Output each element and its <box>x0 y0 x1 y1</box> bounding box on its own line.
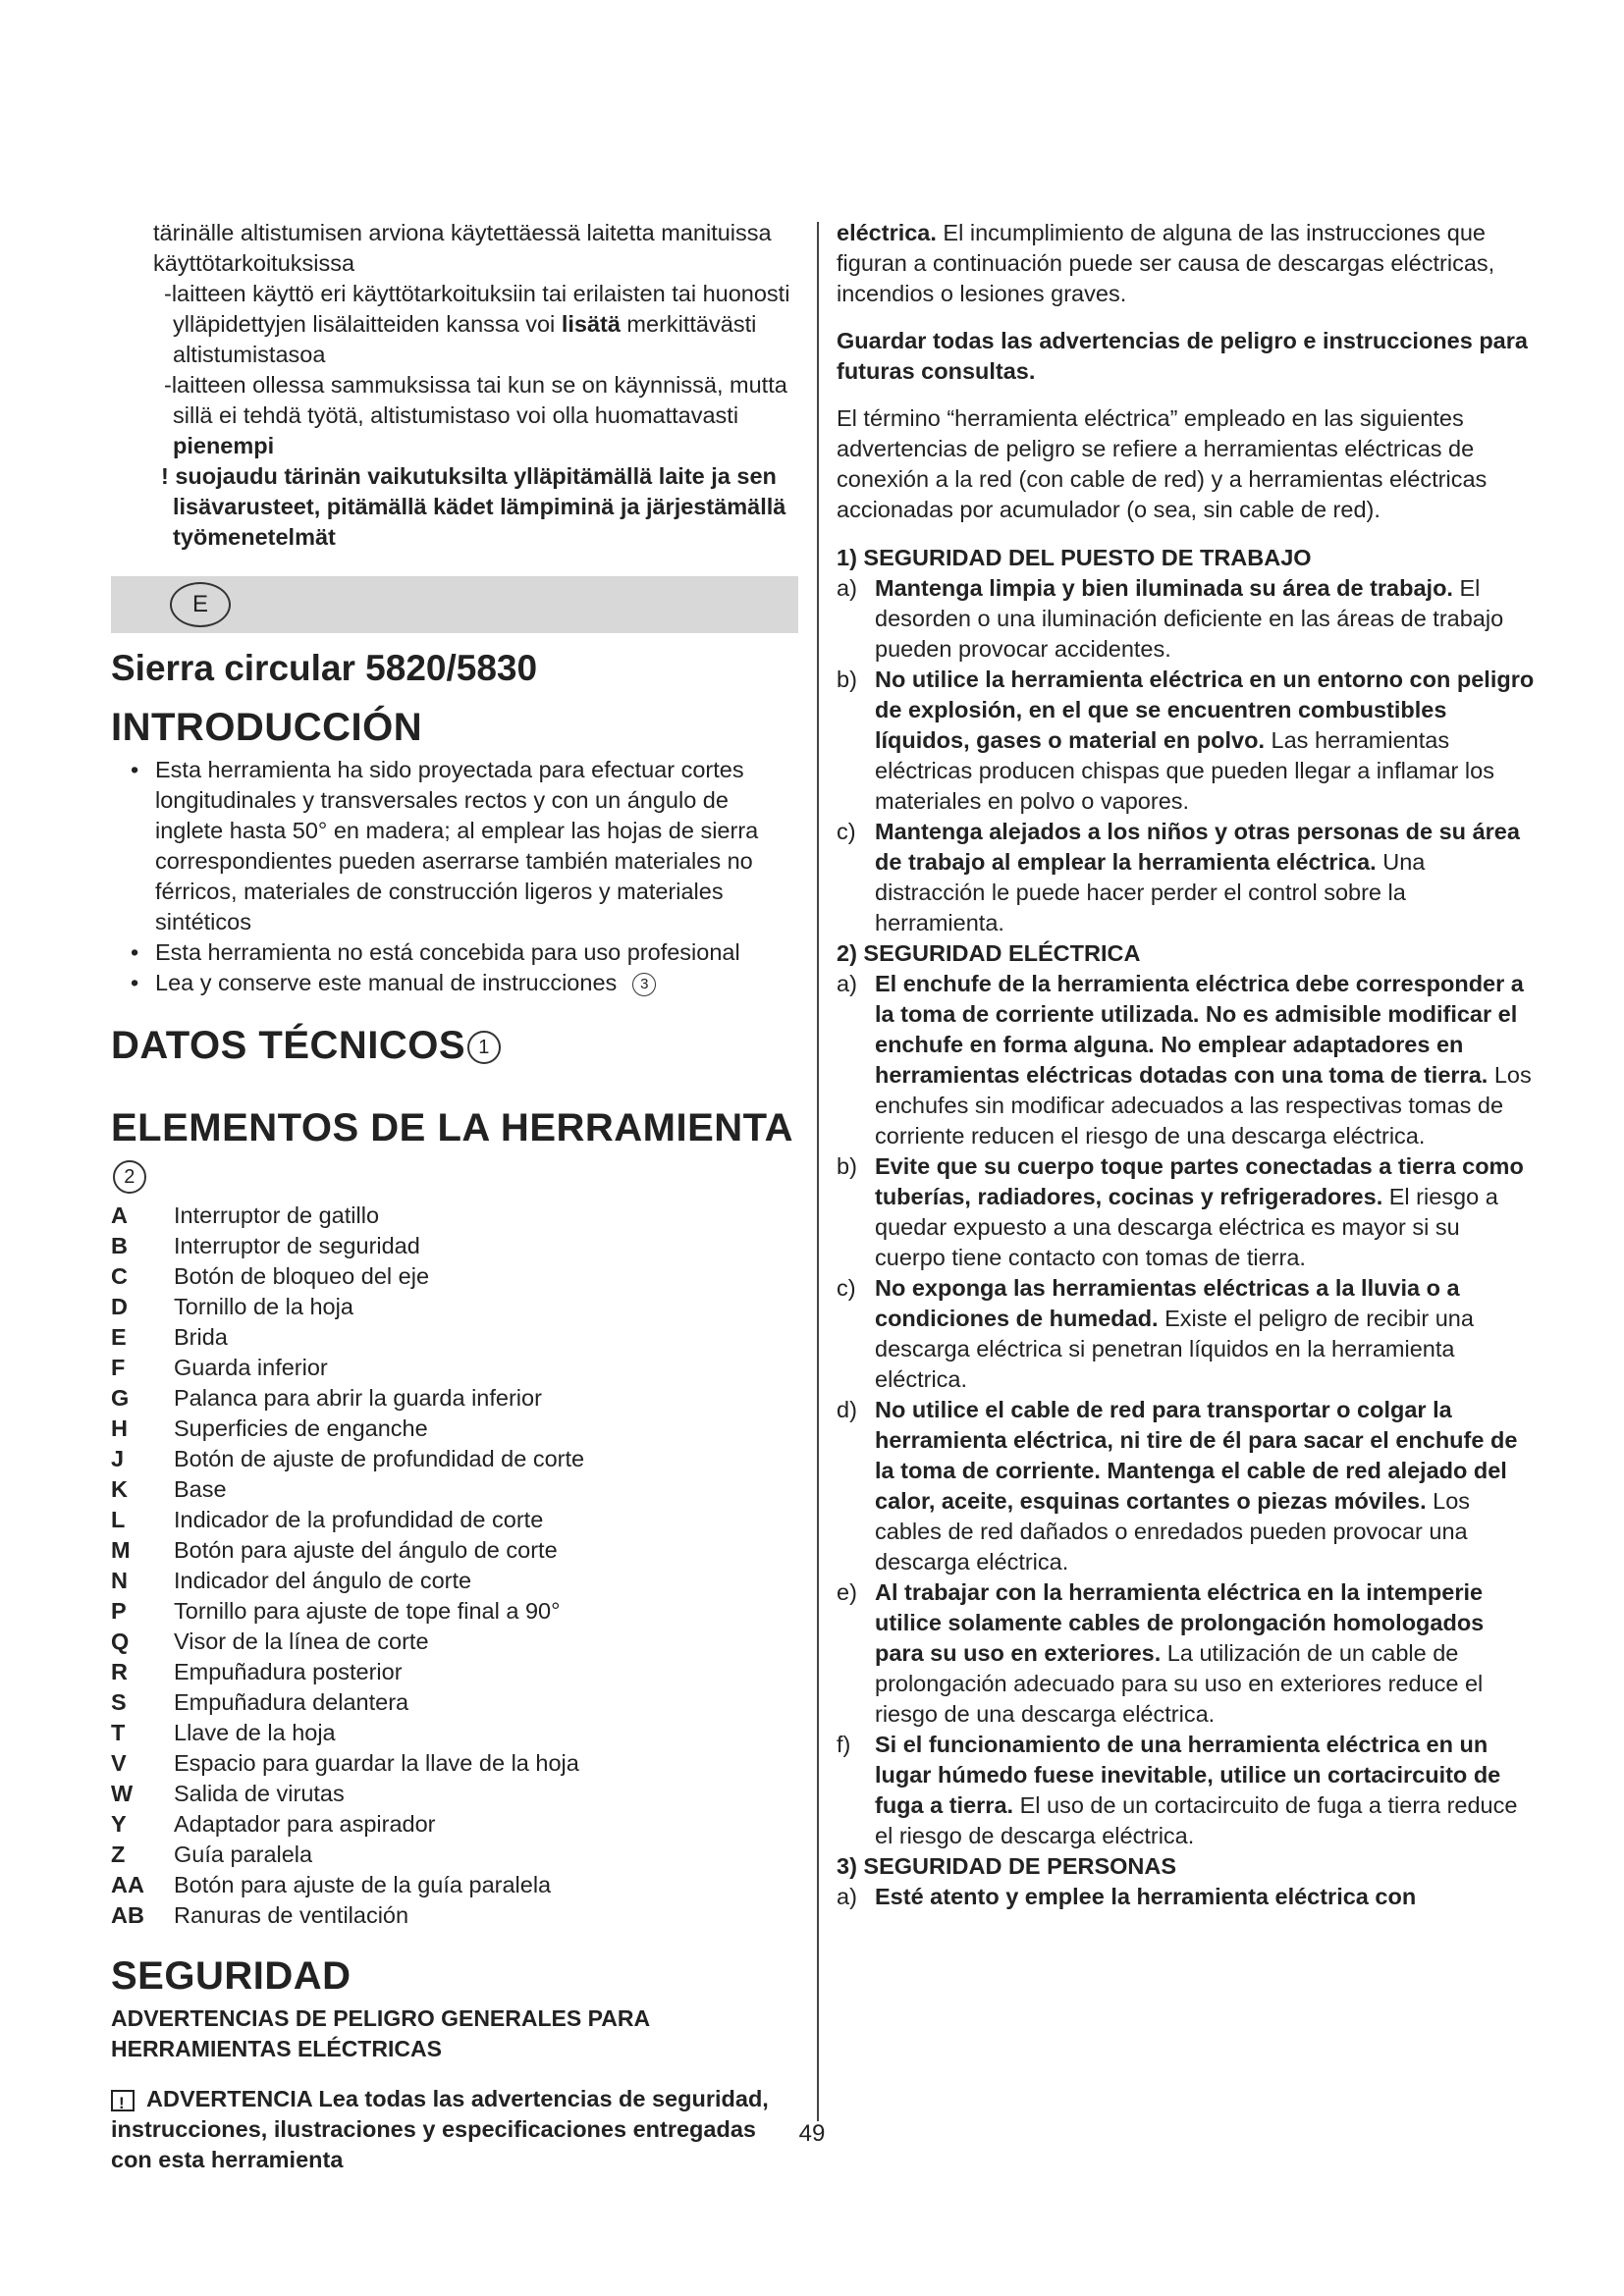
item-bold: No utilice la herramienta eléctrica en un entorno con peligro de explosión, en el que se encuentren combustibles líquidos, gases o material en polvo. <box>875 667 1535 753</box>
component-row <box>111 1535 798 1566</box>
component-label: Guía paralela <box>174 1842 313 1867</box>
right-column <box>837 218 1536 1912</box>
safety-item <box>837 573 1536 665</box>
component-row <box>111 1383 798 1414</box>
fi-item-after: merkittävästi altistumistasoa <box>173 311 757 367</box>
component-letter: V <box>111 1750 127 1776</box>
item-label: a) <box>837 971 857 996</box>
component-letter: S <box>111 1689 127 1715</box>
page-number: 49 <box>798 2120 826 2147</box>
item-text: Los cables de red dañados o enredados pueden provocar una descarga eléctrica. <box>875 1488 1471 1575</box>
component-label: Base <box>174 1476 227 1502</box>
safety-item <box>837 1273 1536 1395</box>
item-label: a) <box>837 1884 857 1909</box>
item-label: b) <box>837 1153 857 1179</box>
elements-heading <box>111 1104 798 1199</box>
product-title: Sierra circular 5820/5830 <box>111 648 538 688</box>
safety-item <box>837 1730 1536 1851</box>
component-label: Salida de virutas <box>174 1781 345 1806</box>
continuation-bold: eléctrica. <box>837 220 937 245</box>
fi-item-bold: pienempi <box>173 433 275 458</box>
component-row <box>111 1870 798 1900</box>
safety-item <box>837 665 1536 817</box>
item-text: El riesgo a quedar expuesto a una descarga eléctrica es mayor si su cuerpo tiene contacto con tomas de tierra. <box>875 1184 1498 1270</box>
fi-item-bold: lisätä <box>561 311 621 337</box>
fi-items <box>111 279 798 461</box>
item-bold: No exponga las herramientas eléctricas a la lluvia o a condiciones de humedad. <box>875 1275 1460 1331</box>
section-heading: 3) SEGURIDAD DE PERSONAS <box>837 1853 1177 1879</box>
component-letter: C <box>111 1263 128 1289</box>
item-text: Los enchufes sin modificar adecuados a las respectivas tomas de corriente reducen el riesgo de una descarga eléctrica. <box>875 1062 1532 1148</box>
item-bold: Mantenga alejados a los niños y otras personas de su área de trabajo al emplear la herramienta eléctrica. <box>875 819 1520 875</box>
safety-item <box>837 1395 1536 1577</box>
item-label: a) <box>837 575 857 601</box>
component-row <box>111 1809 798 1840</box>
continuation-paragraph <box>837 218 1536 309</box>
tech-heading-text: DATOS TÉCNICOS <box>111 1024 466 1067</box>
intro-bullet <box>111 968 798 998</box>
component-letter: K <box>111 1476 128 1502</box>
item-bold: Al trabajar con la herramienta eléctrica en la intemperie utilice solamente cables de prolongación homologados para su uso en exteriores. <box>875 1579 1485 1666</box>
component-letter: M <box>111 1537 131 1563</box>
safety-item <box>837 969 1536 1151</box>
component-label: Guarda inferior <box>174 1355 328 1380</box>
component-label: Superficies de enganche <box>174 1415 428 1441</box>
component-label: Botón de ajuste de profundidad de corte <box>174 1446 585 1471</box>
intro-bullet <box>111 755 798 937</box>
item-label: c) <box>837 819 856 844</box>
component-letter: P <box>111 1598 127 1624</box>
fi-warning: ! suojaudu tärinän vaikutuksilta ylläpitämällä laite ja sen lisävarusteet, pitämällä kädet lämpiminä ja järjestämällä työmenetelmät <box>161 463 786 550</box>
component-letter: F <box>111 1355 126 1380</box>
component-row <box>111 1292 798 1322</box>
item-text: Existe el peligro de recibir una descarga eléctrica si penetran líquidos en la herramienta eléctrica. <box>875 1306 1474 1392</box>
component-label: Botón para ajuste de la guía paralela <box>174 1872 552 1897</box>
component-letter: E <box>111 1324 127 1350</box>
component-letter: Z <box>111 1842 126 1867</box>
component-label: Espacio para guardar la llave de la hoja <box>174 1750 579 1776</box>
component-label: Tornillo de la hoja <box>174 1294 353 1319</box>
item-label: c) <box>837 1275 856 1301</box>
item-text: Las herramientas eléctricas producen chispas que pueden llegar a inflamar los materiales en polvo o vapores. <box>875 727 1494 814</box>
component-label: Llave de la hoja <box>174 1720 336 1745</box>
component-label: Ranuras de ventilación <box>174 1902 409 1928</box>
component-letter: AB <box>111 1902 144 1928</box>
language-code-badge: E <box>170 582 231 627</box>
component-row <box>111 1231 798 1261</box>
component-letter: Y <box>111 1811 127 1837</box>
intro-ref-number: 3 <box>632 973 656 996</box>
item-bold: Esté atento y emplee la herramienta eléctrica con <box>875 1884 1417 1909</box>
intro-bullet-text: Lea y conserve este manual de instrucciones <box>155 970 618 995</box>
safety-item <box>837 1577 1536 1730</box>
component-row <box>111 1627 798 1657</box>
warning-icon <box>111 2090 135 2111</box>
fi-item-text: -laitteen käyttö eri käyttötarkoituksiin tai erilaisten tai huonosti ylläpidettyjen lisälaitteiden kanssa voi <box>164 281 790 337</box>
elements-ref-number: 2 <box>113 1160 146 1194</box>
component-row <box>111 1201 798 1231</box>
item-bold: Evite que su cuerpo toque partes conectadas a tierra como tuberías, radiadores, cocinas y refrigeradores. <box>875 1153 1524 1209</box>
bullet-dot: • <box>131 939 139 965</box>
fi-item-text: -laitteen ollessa sammuksissa tai kun se on käynnissä, mutta sillä ei tehdä työtä, altistumistaso voi olla huomattavasti <box>164 372 787 428</box>
component-label: Visor de la línea de corte <box>174 1629 429 1654</box>
warning-text: ADVERTENCIA Lea todas las advertencias de seguridad, instrucciones, ilustraciones y especificaciones entregadas con esta herramienta <box>111 2086 769 2172</box>
intro-bullet-text: Esta herramienta ha sido proyectada para efectuar cortes longitudinales y transversales rectos y con un ángulo de inglete hasta 50° en madera; al emplear las hojas de sierra correspondientes pueden aserrarse también materiales no férricos, materiales de construcción ligeros y materiales sintéticos <box>155 757 759 934</box>
item-bold: El enchufe de la herramienta eléctrica debe corresponder a la toma de corriente utilizada. No es admisible modificar el enchufe en forma alguna. No emplear adaptadores en herramientas eléctricas dotadas con una toma de tierra. <box>875 971 1524 1088</box>
safety-item <box>837 817 1536 938</box>
component-row <box>111 1353 798 1383</box>
intro-heading: INTRODUCCIÓN <box>111 706 423 749</box>
component-label: Botón de bloqueo del eje <box>174 1263 430 1289</box>
component-row <box>111 1505 798 1535</box>
component-row <box>111 1687 798 1718</box>
component-letter: B <box>111 1233 128 1258</box>
component-letter: L <box>111 1507 126 1532</box>
item-label: d) <box>837 1397 857 1422</box>
item-text: La utilización de un cable de prolongación adecuado para su uso en exteriores reduce el riesgo de una descarga eléctrica. <box>875 1640 1484 1727</box>
fi-item <box>111 370 798 461</box>
item-text: El uso de un cortacircuito de fuga a tierra reduce el riesgo de descarga eléctrica. <box>875 1792 1518 1848</box>
component-label: Interruptor de gatillo <box>174 1202 380 1228</box>
item-label: f) <box>837 1732 851 1757</box>
component-letter: R <box>111 1659 128 1684</box>
component-row <box>111 1718 798 1748</box>
component-row <box>111 1444 798 1474</box>
bullet-dot: • <box>131 970 139 995</box>
section-heading: 1) SEGURIDAD DEL PUESTO DE TRABAJO <box>837 545 1312 570</box>
component-row <box>111 1566 798 1596</box>
component-label: Empuñadura delantera <box>174 1689 409 1715</box>
safety-item <box>837 1151 1536 1273</box>
intro-bullets <box>111 755 798 998</box>
intro-bullet <box>111 937 798 968</box>
component-label: Indicador de la profundidad de corte <box>174 1507 544 1532</box>
component-letter: Q <box>111 1629 130 1654</box>
component-letter: D <box>111 1294 128 1319</box>
component-letter: AA <box>111 1872 144 1897</box>
component-letter: A <box>111 1202 128 1228</box>
item-label: e) <box>837 1579 857 1605</box>
item-bold: Mantenga limpia y bien iluminada su área de trabajo. <box>875 575 1453 601</box>
item-label: b) <box>837 667 857 692</box>
tech-heading <box>111 1022 798 1069</box>
fi-item <box>111 279 798 370</box>
component-row <box>111 1322 798 1353</box>
component-row <box>111 1840 798 1870</box>
component-row <box>111 1596 798 1627</box>
component-letter: T <box>111 1720 126 1745</box>
component-row <box>111 1474 798 1505</box>
intro-bullet-text: Esta herramienta no está concebida para uso profesional <box>155 939 740 965</box>
safety-sections <box>837 543 1536 1912</box>
component-row <box>111 1748 798 1779</box>
component-letter: W <box>111 1781 134 1806</box>
section-heading: 2) SEGURIDAD ELÉCTRICA <box>837 940 1141 966</box>
component-label: Interruptor de seguridad <box>174 1233 420 1258</box>
item-bold: Si el funcionamiento de una herramienta eléctrica en un lugar húmedo fuese inevitable, utilice un cortacircuito de fuga a tierra. <box>875 1732 1501 1818</box>
item-text: El desorden o una iluminación deficiente en las áreas de trabajo pueden provocar accidentes. <box>875 575 1504 662</box>
component-row <box>111 1657 798 1687</box>
safety-item <box>837 1882 1536 1912</box>
component-label: Tornillo para ajuste de tope final a 90° <box>174 1598 561 1624</box>
components-list <box>111 1201 798 1931</box>
term-paragraph: El término “herramienta eléctrica” empleado en las siguientes advertencias de peligro se refiere a herramientas eléctricas de conexión a la red (con cable de red) y a herramientas eléctricas accionadas por acumulador (o sea, sin cable de red). <box>837 405 1488 522</box>
keep-instructions: Guardar todas las advertencias de peligro e instrucciones para futuras consultas. <box>837 328 1528 384</box>
component-letter: J <box>111 1446 125 1471</box>
item-bold: No utilice el cable de red para transportar o colgar la herramienta eléctrica, ni tire de él para sacar el enchufe de la toma de corriente. Mantenga el cable de red alejado del calor, aceite, esquinas cortantes o piezas móviles. <box>875 1397 1518 1514</box>
left-column <box>111 218 798 2175</box>
component-letter: N <box>111 1568 128 1593</box>
continuation-text: El incumplimiento de alguna de las instrucciones que figuran a continuación puede ser causa de descargas eléctricas, incendios o lesiones graves. <box>837 220 1495 306</box>
tech-ref-number: 1 <box>467 1031 501 1064</box>
component-label: Adaptador para aspirador <box>174 1811 436 1837</box>
fi-intro: tärinälle altistumisen arviona käytettäessä laitetta manituissa käyttötarkoituksissa <box>153 220 772 276</box>
safety-subheading: ADVERTENCIAS DE PELIGRO GENERALES PARA HERRAMIENTAS ELÉCTRICAS <box>111 2005 650 2061</box>
column-divider <box>817 222 819 2121</box>
component-row <box>111 1414 798 1444</box>
elements-heading-text: ELEMENTOS DE LA HERRAMIENTA <box>111 1106 794 1149</box>
component-label: Palanca para abrir la guarda inferior <box>174 1385 542 1411</box>
component-label: Indicador del ángulo de corte <box>174 1568 472 1593</box>
language-bar <box>111 576 798 633</box>
component-row <box>111 1900 798 1931</box>
bullet-dot: • <box>131 757 139 782</box>
component-label: Brida <box>174 1324 228 1350</box>
component-letter: H <box>111 1415 128 1441</box>
safety-heading: SEGURIDAD <box>111 1954 352 1998</box>
component-label: Botón para ajuste del ángulo de corte <box>174 1537 558 1563</box>
component-label: Empuñadura posterior <box>174 1659 403 1684</box>
component-row <box>111 1261 798 1292</box>
item-text: Una distracción le puede hacer perder el control sobre la herramienta. <box>875 849 1426 935</box>
component-row <box>111 1779 798 1809</box>
component-letter: G <box>111 1385 130 1411</box>
